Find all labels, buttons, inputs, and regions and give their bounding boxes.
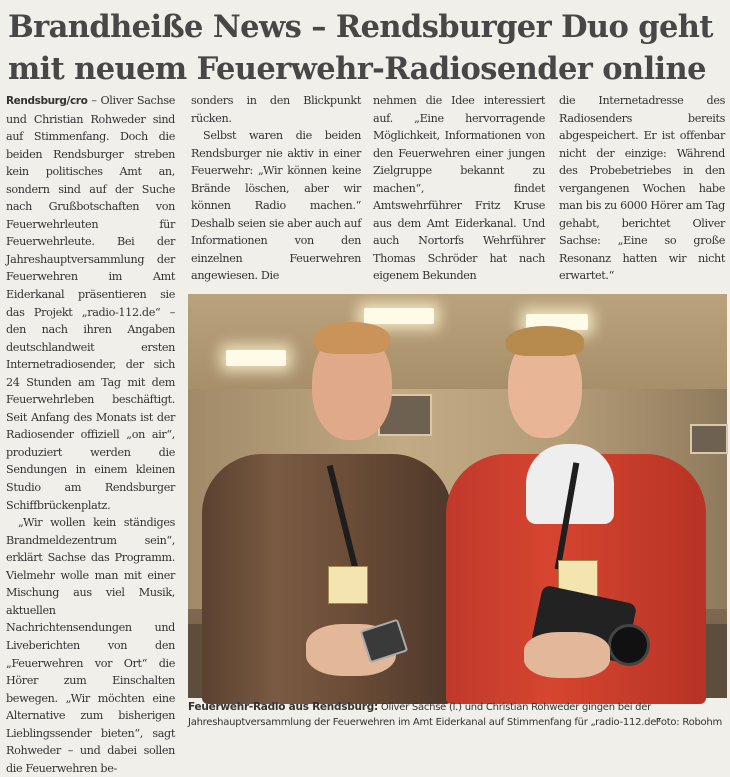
article-photo xyxy=(188,294,727,698)
column-2-paragraph-2: Selbst waren die beiden Rendsburger nie aktiv in einer Feuerwehr: „Wir können keine Brände löschen, aber wir können Radio machen.“ Deshalb seien sie aber auch auf Informationen von den einzelnen Feuerwehren angewiesen. Die xyxy=(191,129,361,283)
column-1-paragraph-1: – Oliver Sachse und Christian Rohweder sind auf Stimmenfang. Doch die beiden Rendsburger streben kein politisches Amt an, sondern sind auf der Suche nach Grußbotschaften von Feuerwehrleuten für Feuerwehrleute. Bei der Jahreshauptversammlung der Feuerwehren im Amt Eiderkanal präsentieren sie das Projekt „radio-112.de“ – den nach ihren Angaben deutschlandweit ersten Internetradiosender, der sich 24 Stunden am Tag mit dem Feuerwehrleben beschäftigt. Seit Anfang des Monats ist der Radiosender offiziell „on air“, produziert werden die Sendungen in einem kleinen Studio am Rendsburger Schiffbrückenplatz. xyxy=(6,94,175,512)
person-right-camera-lens xyxy=(608,624,650,666)
headline-line-1: Brandheiße News – Rendsburger Duo geht xyxy=(8,9,713,45)
caption-title: Feuerwehr-Radio aus Rendsburg: xyxy=(188,701,378,713)
photo-caption xyxy=(188,700,726,730)
photo-window-2 xyxy=(690,424,728,454)
article-column-3 xyxy=(373,92,545,284)
article-headline xyxy=(8,6,724,90)
photo-credit: Foto: Robohm xyxy=(655,717,722,728)
person-right-hair xyxy=(506,326,584,356)
column-3-paragraph-1: nehmen die Idee interessiert auf. „Eine hervorragende Möglichkeit, Informationen von den Feuerwehren einer jungen Zielgruppe bekannt zu machen“, findet Amtswehrführer Fritz Kruse aus dem Amt Eiderkanal. Und auch Nortorfs Wehrführer Thomas Schröder hat nach eigenem Bekunden xyxy=(373,94,545,283)
caption-text: Oliver Sachse (l.) und Christian Rohweder gingen bei der Jahreshauptversammlung der Feuerwehren im Amt Eiderkanal auf Stimmenfang für „radio-112.de“ xyxy=(188,702,662,728)
person-left-hair xyxy=(314,322,390,354)
byline: Rendsburg/cro xyxy=(6,95,88,107)
headline-line-2: mit neuem Feuerwehr-Radiosender online xyxy=(8,51,706,87)
person-left-badge xyxy=(328,566,368,604)
article-column-1 xyxy=(6,92,175,775)
article-column-4 xyxy=(559,92,725,284)
person-right-hands xyxy=(524,632,610,678)
ceiling-light-1 xyxy=(364,308,434,324)
column-4-paragraph-1: die Internetadresse des Radiosenders bereits abgespeichert. Er ist offenbar nicht der einzige: Während des Probebetriebes in den vergangenen Wochen habe man bis zu 6000 Hörer am Tag gehabt, berichtet Oliver Sachse: „Eine so große Resonanz hatten wir nicht erwartet.“ xyxy=(559,94,725,283)
article-column-2 xyxy=(191,92,361,284)
column-1-paragraph-2: „Wir wollen kein ständiges Brandmeldezentrum sein“, erklärt Sachse das Programm. Vielmehr wolle man mit einer Mischung aus viel Musik, aktuellen Nachrichtensendungen und Liveberichten von den „Feuerwehren vor Ort“ die Hörer zum Einschalten bewegen. „Wir möchten eine Alternative zum bisherigen Lieblingssender bieten“, sagt Rohweder – und dabei sollen die Feuerwehren be- xyxy=(6,516,175,775)
column-2-paragraph-1: sonders in den Blickpunkt rücken. xyxy=(191,94,361,125)
ceiling-light-3 xyxy=(226,350,286,366)
